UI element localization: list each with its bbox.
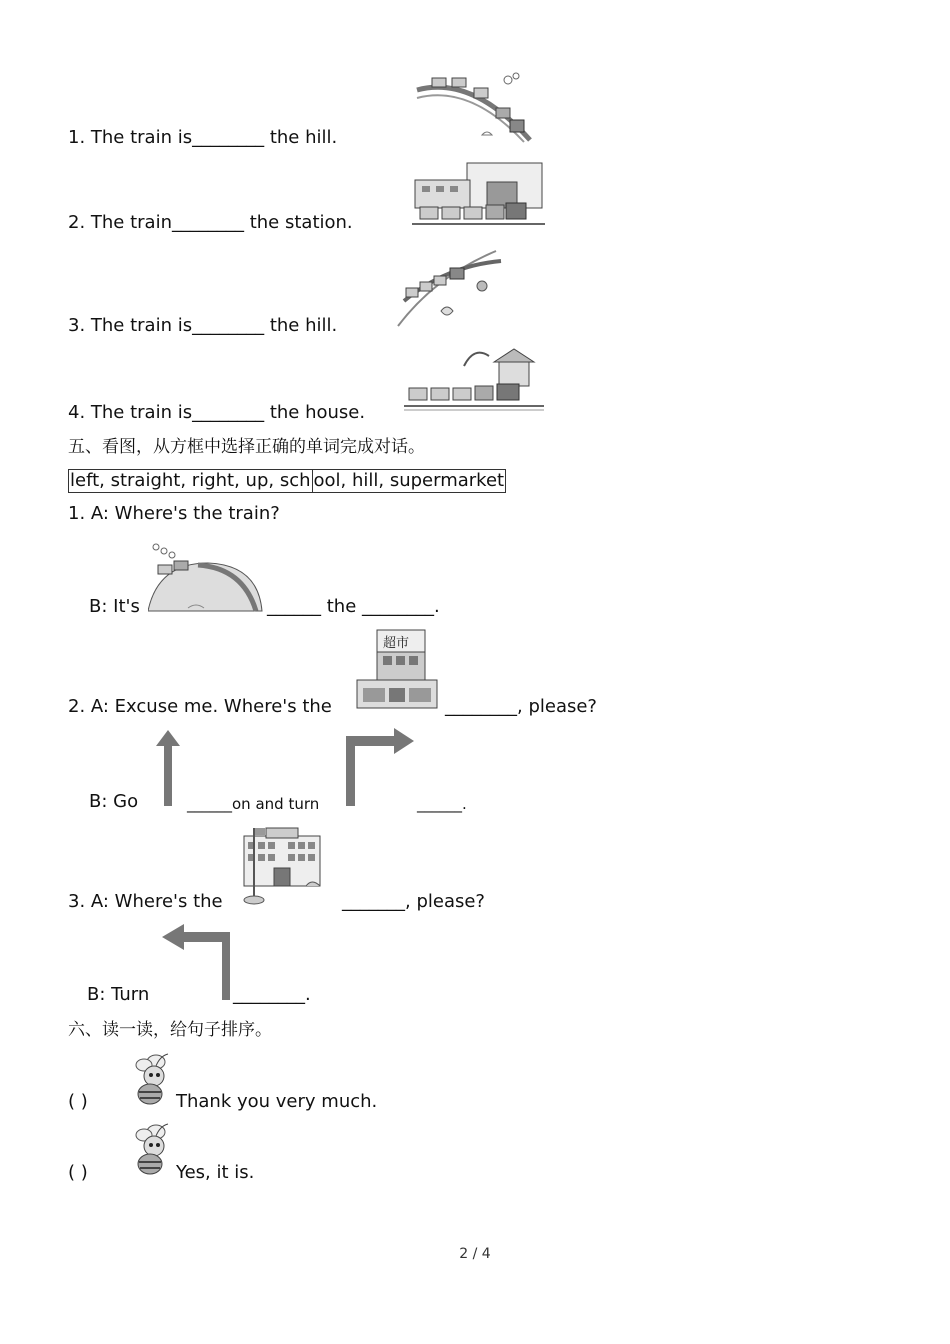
- s5-q2-question-start: 2. A: Excuse me. Where's the: [68, 696, 332, 717]
- school-picture: [236, 824, 326, 908]
- s5-q2-answer-end: ______.: [417, 795, 467, 813]
- word-box-part-1: left, straight, right, up, sch: [70, 470, 311, 491]
- s5-q1-answer-start: B: It's: [89, 596, 140, 617]
- s5-q2-answer-mid: ______on and turn: [187, 795, 320, 813]
- arrow-turn-left-icon: [162, 924, 232, 1000]
- s4-question-2: 2. The train________ the station.: [68, 212, 353, 233]
- section-5-heading: 五、看图，从方框中选择正确的单词完成对话。: [68, 437, 425, 457]
- s4-question-3: [68, 315, 337, 337]
- s5-q2-question-end: ________, please?: [445, 696, 597, 717]
- s4-question-3-part-b: the hill.: [264, 315, 338, 336]
- s5-q3-question-start: 3. A: Where's the: [68, 891, 223, 912]
- s5-q1-question: 1. A: Where's the train?: [68, 503, 280, 524]
- page-number: 2 / 4: [459, 1246, 491, 1262]
- train-on-hill-picture: [148, 543, 263, 613]
- train-in-station-picture: [412, 160, 545, 230]
- train-up-hill-picture: [412, 70, 537, 145]
- train-down-hill-picture: [396, 246, 504, 331]
- arrow-turn-right-icon: [346, 728, 416, 806]
- word-box-part-2: ool, hill, supermarket: [313, 470, 505, 491]
- s5-q3-question-end: _______, please?: [342, 891, 485, 912]
- s6-item-2-paren: ( ): [68, 1162, 88, 1183]
- s4-question-4: 4. The train is________ the house.: [68, 402, 366, 423]
- s6-item-2-text: Yes, it is.: [176, 1162, 255, 1183]
- supermarket-picture: [355, 628, 439, 712]
- s5-q3-answer-end: ________.: [233, 984, 311, 1005]
- s5-q1-answer-end: ______ the ________.: [267, 596, 440, 617]
- arrow-straight-icon: [155, 730, 181, 806]
- s5-q2-answer-start: B: Go: [89, 791, 139, 812]
- s6-item-1-text: Thank you very much.: [176, 1091, 378, 1112]
- bee-icon: [126, 1052, 176, 1110]
- s6-item-1-paren: ( ): [68, 1091, 88, 1112]
- bee-icon: [126, 1122, 176, 1180]
- word-box: [68, 469, 506, 493]
- supermarket-sign-text: 超市: [383, 636, 410, 651]
- s4-question-3-part-a: 3. The train is________: [68, 315, 265, 336]
- s5-q3-answer-start: B: Turn: [87, 984, 150, 1005]
- s4-question-1: 1. The train is________ the hill.: [68, 127, 338, 148]
- section-6-heading: 六、读一读，给句子排序。: [68, 1020, 272, 1040]
- train-past-house-picture: [404, 346, 544, 416]
